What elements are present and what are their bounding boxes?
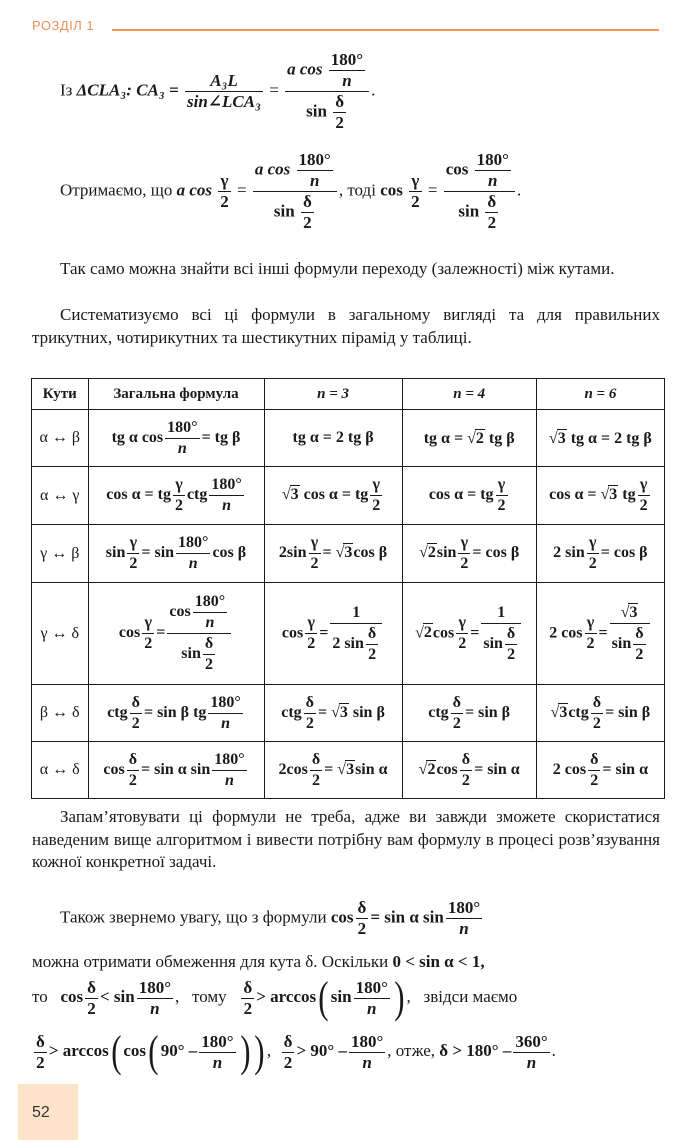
fraction-acos: a cos $\frac{180^\circ}{n}$ sin $\frac{\delta}{2}$ [285, 50, 369, 133]
formula-cos-gamma: Отримаємо, що a cos $\frac{\gamma}{2}$ = a cos $\frac{180^\circ}{n}$ sin $\frac{\delta}{2}$ , тоді cos $\frac{\gamma}{2}$ = cos $\frac{180^\circ}{n}$ sin $\frac{\delta}{2}$ . [60, 150, 522, 232]
header-general: Загальна формула [88, 379, 264, 410]
formula-table [31, 378, 665, 799]
header-n3: n = 3 [264, 379, 402, 410]
header-angles: Кути [32, 379, 89, 410]
section-label: РОЗДІЛ 1 [32, 18, 95, 33]
page-number: 52 [32, 1104, 50, 1121]
table-header-row [32, 379, 665, 410]
table-row: α ↔ δ cos $\frac{\delta}{2}$ = sin α sin $\frac{180^\circ}{n}$ 2cos $\frac{\delta}{2}$ = √3sin α √2cos $\frac{\delta}{2}$ = sin α 2 cos $\frac{\delta}{2}$ = sin α [32, 742, 665, 799]
paragraph-systematize: Систематизуємо всі ці формули в загальному вигляді та для правильних трикутних, чотирикутних та шестикутних пірамід у таблиці. [32, 305, 660, 347]
header-n6: n = 6 [536, 379, 664, 410]
table-row: γ ↔ β sin $\frac{\gamma}{2}$ = sin $\frac{180^\circ}{n}$ cos β 2sin $\frac{\gamma}{2}$ = √3cos β √2sin $\frac{\gamma}{2}$ = cos β 2 sin $\frac{\gamma}{2}$ = cos β [32, 525, 665, 583]
table-row: γ ↔ δ cos $\frac{\gamma}{2}$ = cos $\frac{180^\circ}{n}$ sin $\frac{\delta}{2}$ cos $\frac{\gamma}{2}$ = 1 2 sin $\frac{\delta}{2}$ √2cos $\frac{\gamma}{2}$ = 1 sin $\frac{\delta}{2}$ 2 cos $\frac{\gamma}{2}$ = √3 sin $\frac{\delta}{2}$ [32, 583, 665, 685]
table-row: α ↔ γ cos α = tg $\frac{\gamma}{2}$ ctg $\frac{180^\circ}{n}$ √3 cos α = tg $\frac{\gamma}{2}$ cos α = tg $\frac{\gamma}{2}$ cos α = √3 tg $\frac{\gamma}{2}$ [32, 467, 665, 525]
header-n4: n = 4 [402, 379, 536, 410]
paragraph-transition: Так само можна знайти всі інші формули переходу (залежності) між кутами. [60, 259, 615, 278]
paragraph-remember: Запам’ятовувати ці формули не треба, адже ви завжди зможете скористатися наведеним вище алгоритмом і вивести потрібну вам формулу в процесі розв’язування кожної конкретної задачі. [32, 807, 660, 871]
formula-line-cos-delta: Також звернемо увагу, що з формули cos $\frac{\delta}{2}$ = sin α sin $\frac{180^\circ}{n}$ [60, 898, 481, 938]
table-row: β ↔ δ ctg $\frac{\delta}{2}$ = sin β tg $\frac{180^\circ}{n}$ ctg $\frac{\delta}{2}$ = √3 sin β ctg $\frac{\delta}{2}$ = sin β √3ctg $\frac{\delta}{2}$ = sin β [32, 685, 665, 742]
line-restriction: можна отримати обмеження для кута δ. Оскільки 0 < sin α < 1, [32, 952, 485, 971]
line-conclusion: $\frac{\delta}{2}$ > arccos( cos( 90° – $\frac{180^\circ}{n}$ )) , $\frac{\delta}{2}$ > 90° – $\frac{180^\circ}{n}$ , отже, δ > 180° – $\frac{360^\circ}{n}$ . [36, 1027, 556, 1076]
fraction-a3l: A₃L sin∠LCA₃ [187, 71, 262, 111]
table-row: α ↔ β tg α cos $\frac{180^\circ}{n}$ = tg β tg α = 2 tg β tg α = √2 tg β √3 tg α = 2 tg β [32, 410, 665, 467]
formula-ca3: Із ΔCLA₃: CA₃ = A₃L sin∠LCA₃ = a cos $\frac{180^\circ}{n}$ sin $\frac{\delta}{2}$ . [60, 50, 376, 132]
section-header [32, 18, 659, 38]
line-then: то cos $\frac{\delta}{2}$ < sin $\frac{180^\circ}{n}$ , тому $\frac{\delta}{2}$ > arccos( sin $\frac{180^\circ}{n}$ ) , звідси маємо [32, 973, 518, 1022]
header-rule [112, 29, 659, 31]
